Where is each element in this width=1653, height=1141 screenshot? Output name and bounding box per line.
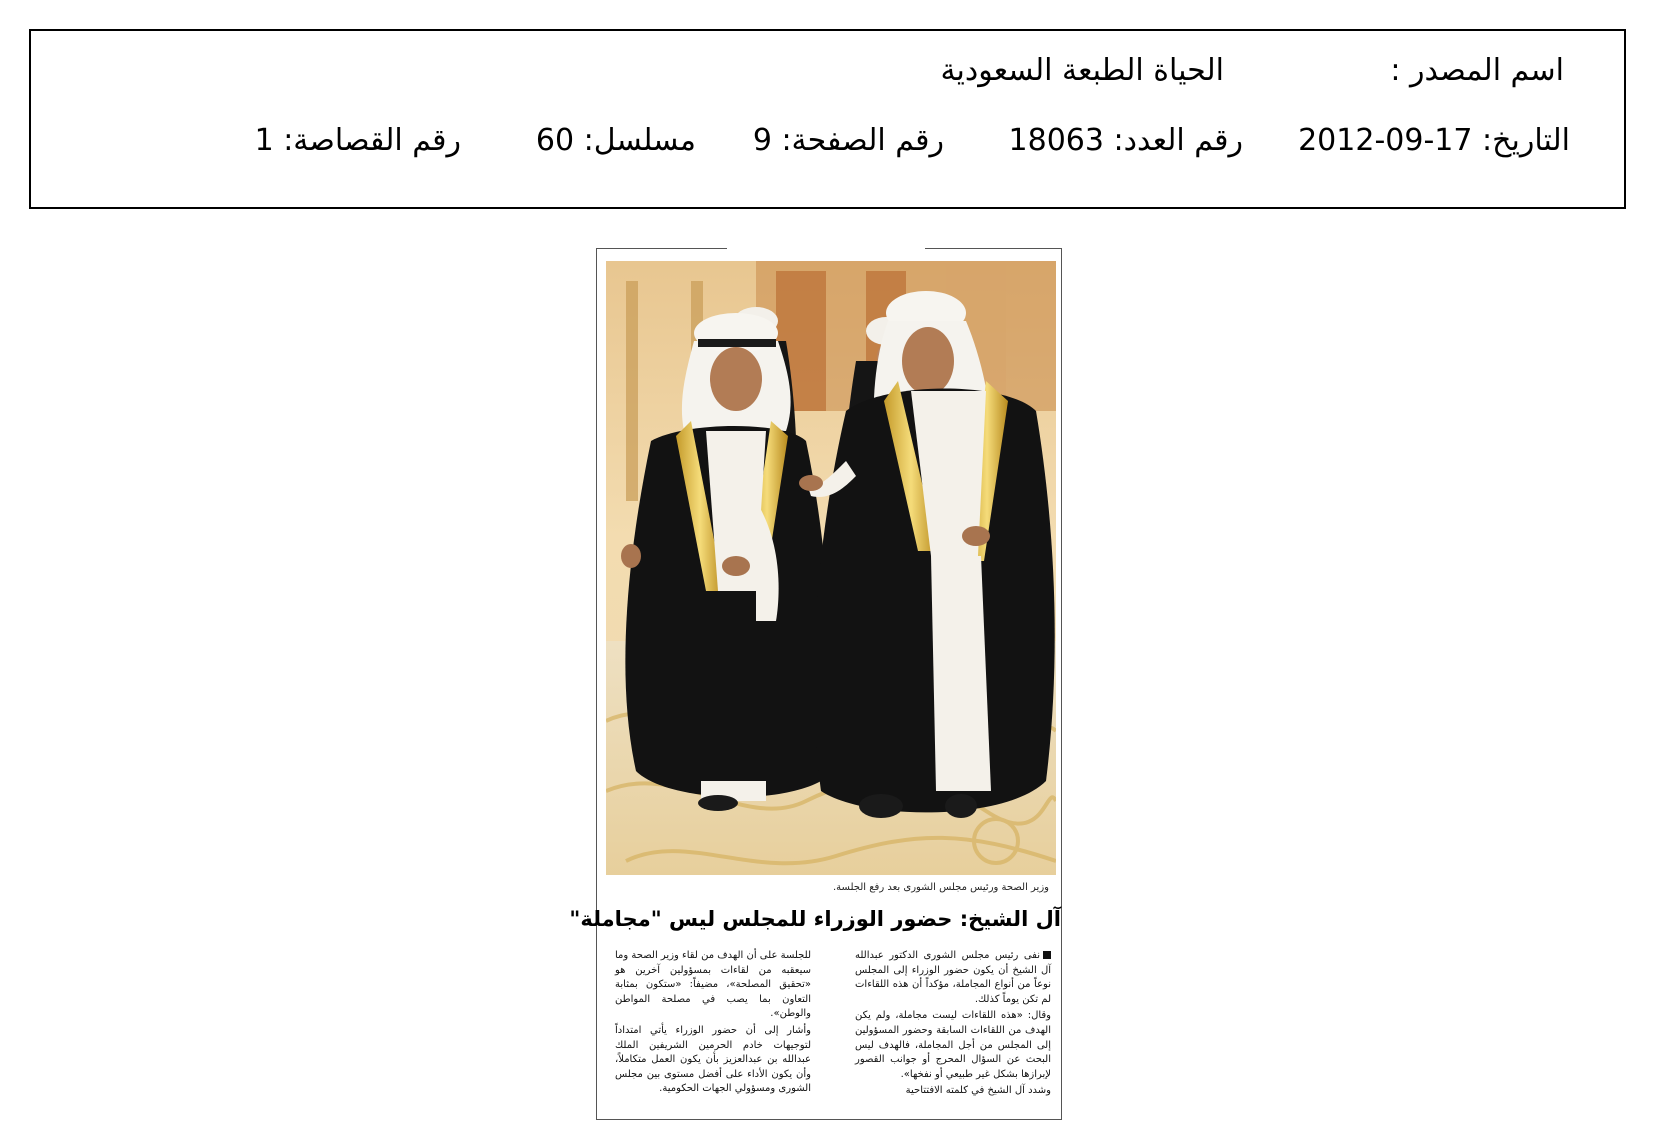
source-label: اسم المصدر : bbox=[1390, 53, 1564, 88]
article-column-right bbox=[855, 949, 1051, 1101]
article-paragraph: وشدد آل الشيخ في كلمته الافتتاحية bbox=[905, 1085, 1051, 1097]
article-paragraph: نفى رئيس مجلس الشورى الدكتور عبدالله آل الشيخ أن يكون حضور الوزراء إلى المجلس نوعاً من أنواع المجاملة، مؤكداً أن هذه اللقاءات لم تكن يوماً كذلك. bbox=[855, 950, 1051, 1005]
date-field: التاريخ: 17-09-2012 bbox=[1298, 123, 1570, 158]
article-photo bbox=[606, 261, 1056, 875]
photo-caption: وزير الصحة ورئيس مجلس الشورى بعد رفع الجلسة. bbox=[832, 882, 1049, 893]
article-column-left bbox=[615, 949, 811, 1099]
article-paragraph: وأشار إلى أن حضور الوزراء يأتي امتداداً لتوجيهات خادم الحرمين الشريفين الملك عبدالله بن عبدالعزيز بأن يكون العمل متكاملاً، وأن يكون الأداء على أفضل مستوى بين مجلس الشورى ومسؤولي الجهات الحكومية. bbox=[615, 1024, 811, 1095]
issue-number-field: رقم العدد: 18063 bbox=[1008, 123, 1243, 158]
page-number-field: رقم الصفحة: 9 bbox=[752, 123, 944, 158]
source-value: الحياة الطبعة السعودية bbox=[940, 53, 1224, 88]
newspaper-clipping bbox=[569, 248, 1062, 1120]
clipping-header bbox=[29, 29, 1626, 209]
article-paragraph: وقال: «هذه اللقاءات ليست مجاملة، ولم يكن الهدف من اللقاءات السابقة وحضور المسؤولين إلى المجلس من أجل المجاملة، فالهدف ليس البحث عن السؤال المحرج أو جوانب القصور لإبرازها بشكل غير طبيعي أو نفخها». bbox=[855, 1010, 1051, 1080]
border-gap bbox=[727, 247, 925, 251]
article-paragraph: للجلسة على أن الهدف من لقاء وزير الصحة وما سيعقبه من لقاءات بمسؤولين آخرين هو «تحقيق المصلحة»، مضيفاً: «ستكون بمثابة التعاون بما يصب في مصلحة المواطن والوطن». bbox=[615, 950, 811, 1020]
bullet-square-icon bbox=[1043, 951, 1051, 959]
article-headline: آل الشيخ: حضور الوزراء للمجلس ليس "مجاملة" bbox=[569, 907, 1061, 931]
clip-number-field: رقم القصاصة: 1 bbox=[254, 123, 461, 158]
serial-field: مسلسل: 60 bbox=[535, 123, 696, 158]
